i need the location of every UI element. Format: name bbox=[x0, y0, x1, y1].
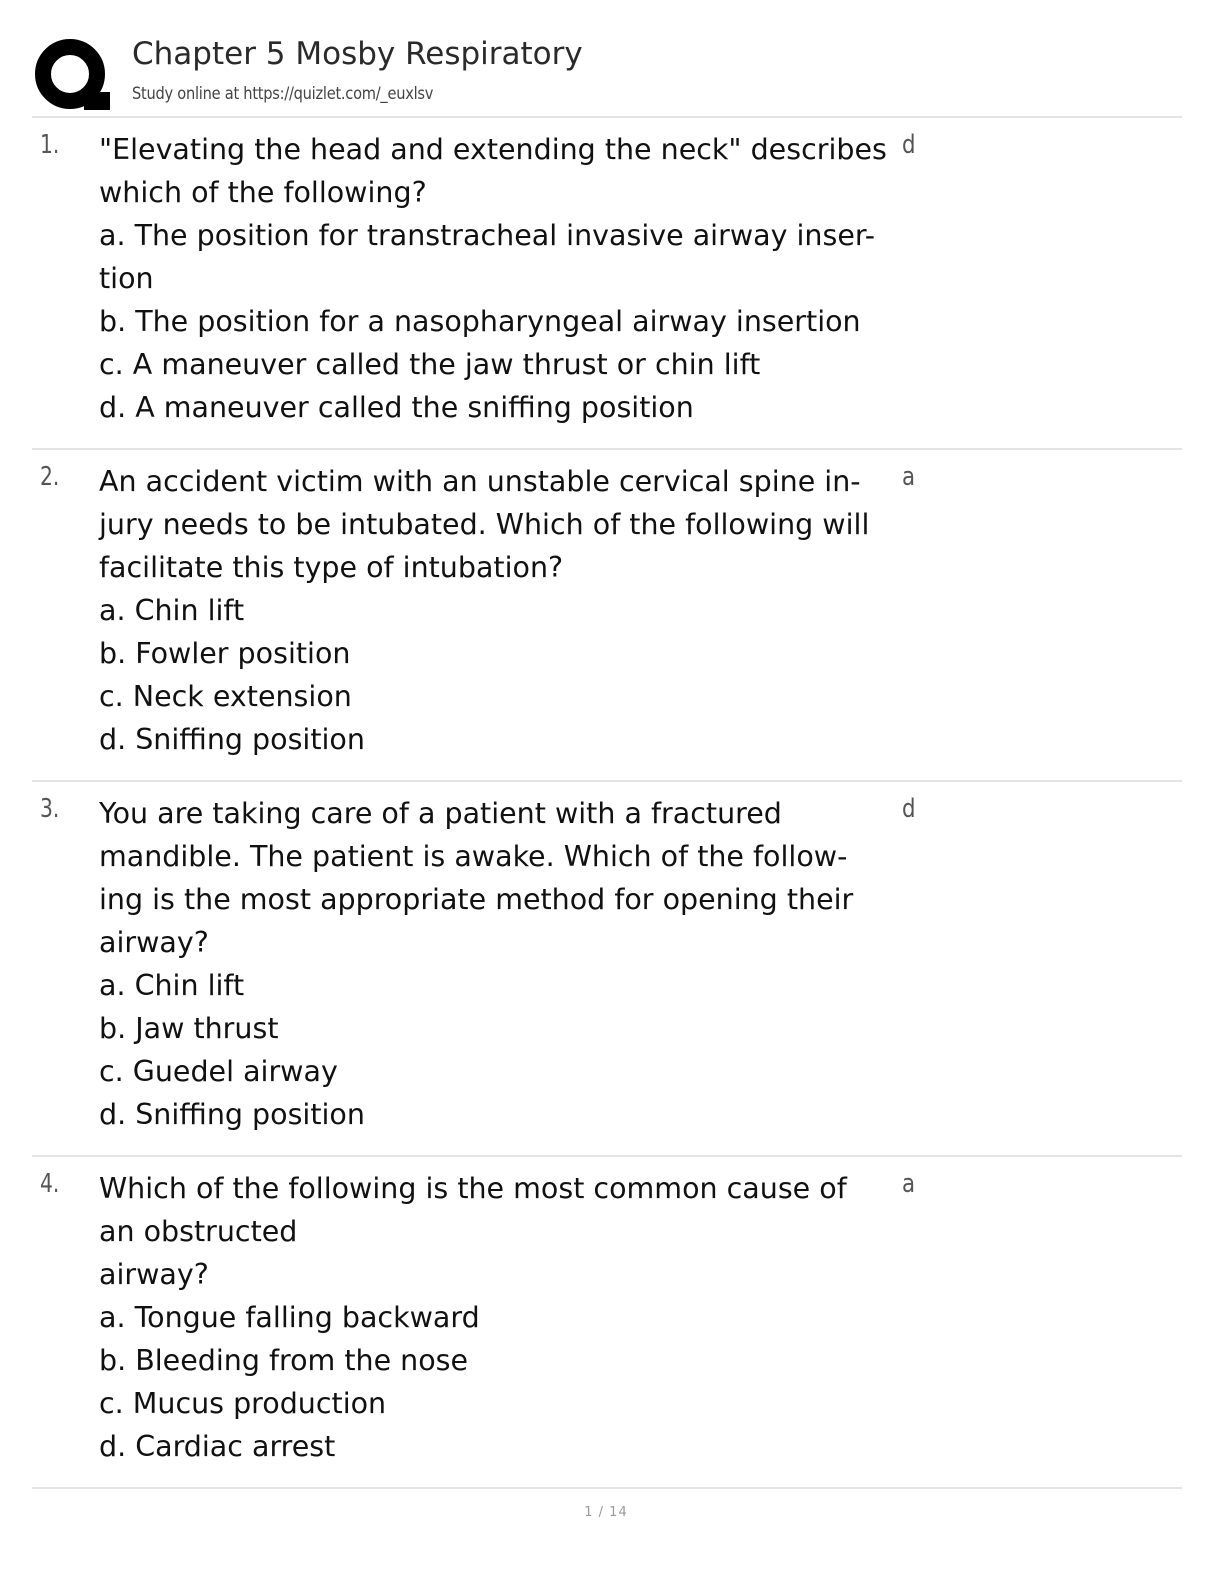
question-line: which of the following? bbox=[99, 176, 427, 209]
question-line: tion bbox=[99, 262, 154, 295]
question-line: airway? bbox=[99, 1258, 209, 1291]
card-answer: d bbox=[902, 794, 916, 824]
question-line: b. The position for a nasopharyngeal airway insertion bbox=[99, 305, 861, 338]
card-question bbox=[99, 460, 899, 761]
question-line: You are taking care of a patient with a fractured bbox=[99, 797, 782, 830]
card-question bbox=[99, 792, 899, 1136]
card-number: 4. bbox=[40, 1169, 60, 1199]
question-line: ing is the most appropriate method for opening their bbox=[99, 883, 854, 916]
card-question bbox=[99, 128, 899, 429]
question-line: An accident victim with an unstable cervical spine in- bbox=[99, 465, 861, 498]
card-answer: d bbox=[902, 130, 916, 160]
divider bbox=[32, 1487, 1182, 1489]
divider bbox=[32, 780, 1182, 782]
question-line: a. Chin lift bbox=[99, 594, 245, 627]
question-line: b. Jaw thrust bbox=[99, 1012, 279, 1045]
card-number: 3. bbox=[40, 794, 60, 824]
divider bbox=[32, 116, 1182, 118]
question-line: d. A maneuver called the sniffing position bbox=[99, 391, 694, 424]
divider bbox=[32, 448, 1182, 450]
question-line: c. Neck extension bbox=[99, 680, 352, 713]
question-line: b. Fowler position bbox=[99, 637, 351, 670]
card-answer: a bbox=[902, 1169, 916, 1199]
document-subtitle: Study online at https://quizlet.com/_euxlsv bbox=[132, 84, 434, 104]
card-number: 1. bbox=[40, 130, 60, 160]
document-header bbox=[32, 30, 1184, 118]
question-line: a. The position for transtracheal invasive airway inser- bbox=[99, 219, 876, 252]
quizlet-logo-icon bbox=[32, 36, 112, 116]
question-line: c. Guedel airway bbox=[99, 1055, 338, 1088]
card-number: 2. bbox=[40, 462, 60, 492]
question-line: d. Cardiac arrest bbox=[99, 1430, 336, 1463]
question-line: facilitate this type of intubation? bbox=[99, 551, 564, 584]
card-answer: a bbox=[902, 462, 916, 492]
question-line: "Elevating the head and extending the neck" describes bbox=[99, 133, 887, 166]
question-line: jury needs to be intubated. Which of the following will bbox=[99, 508, 870, 541]
question-line: d. Sniffing position bbox=[99, 723, 365, 756]
card-question bbox=[99, 1167, 899, 1468]
question-line: c. A maneuver called the jaw thrust or chin lift bbox=[99, 348, 761, 381]
question-line: an obstructed bbox=[99, 1215, 298, 1248]
question-line: d. Sniffing position bbox=[99, 1098, 365, 1131]
question-line: a. Tongue falling backward bbox=[99, 1301, 480, 1334]
question-line: mandible. The patient is awake. Which of the follow- bbox=[99, 840, 848, 873]
question-line: Which of the following is the most common cause of bbox=[99, 1172, 847, 1205]
document-title: Chapter 5 Mosby Respiratory bbox=[132, 36, 583, 72]
question-line: b. Bleeding from the nose bbox=[99, 1344, 469, 1377]
question-line: c. Mucus production bbox=[99, 1387, 387, 1420]
page-indicator: 1 / 14 bbox=[584, 1505, 628, 1520]
divider bbox=[32, 1155, 1182, 1157]
question-line: airway? bbox=[99, 926, 209, 959]
question-line: a. Chin lift bbox=[99, 969, 245, 1002]
